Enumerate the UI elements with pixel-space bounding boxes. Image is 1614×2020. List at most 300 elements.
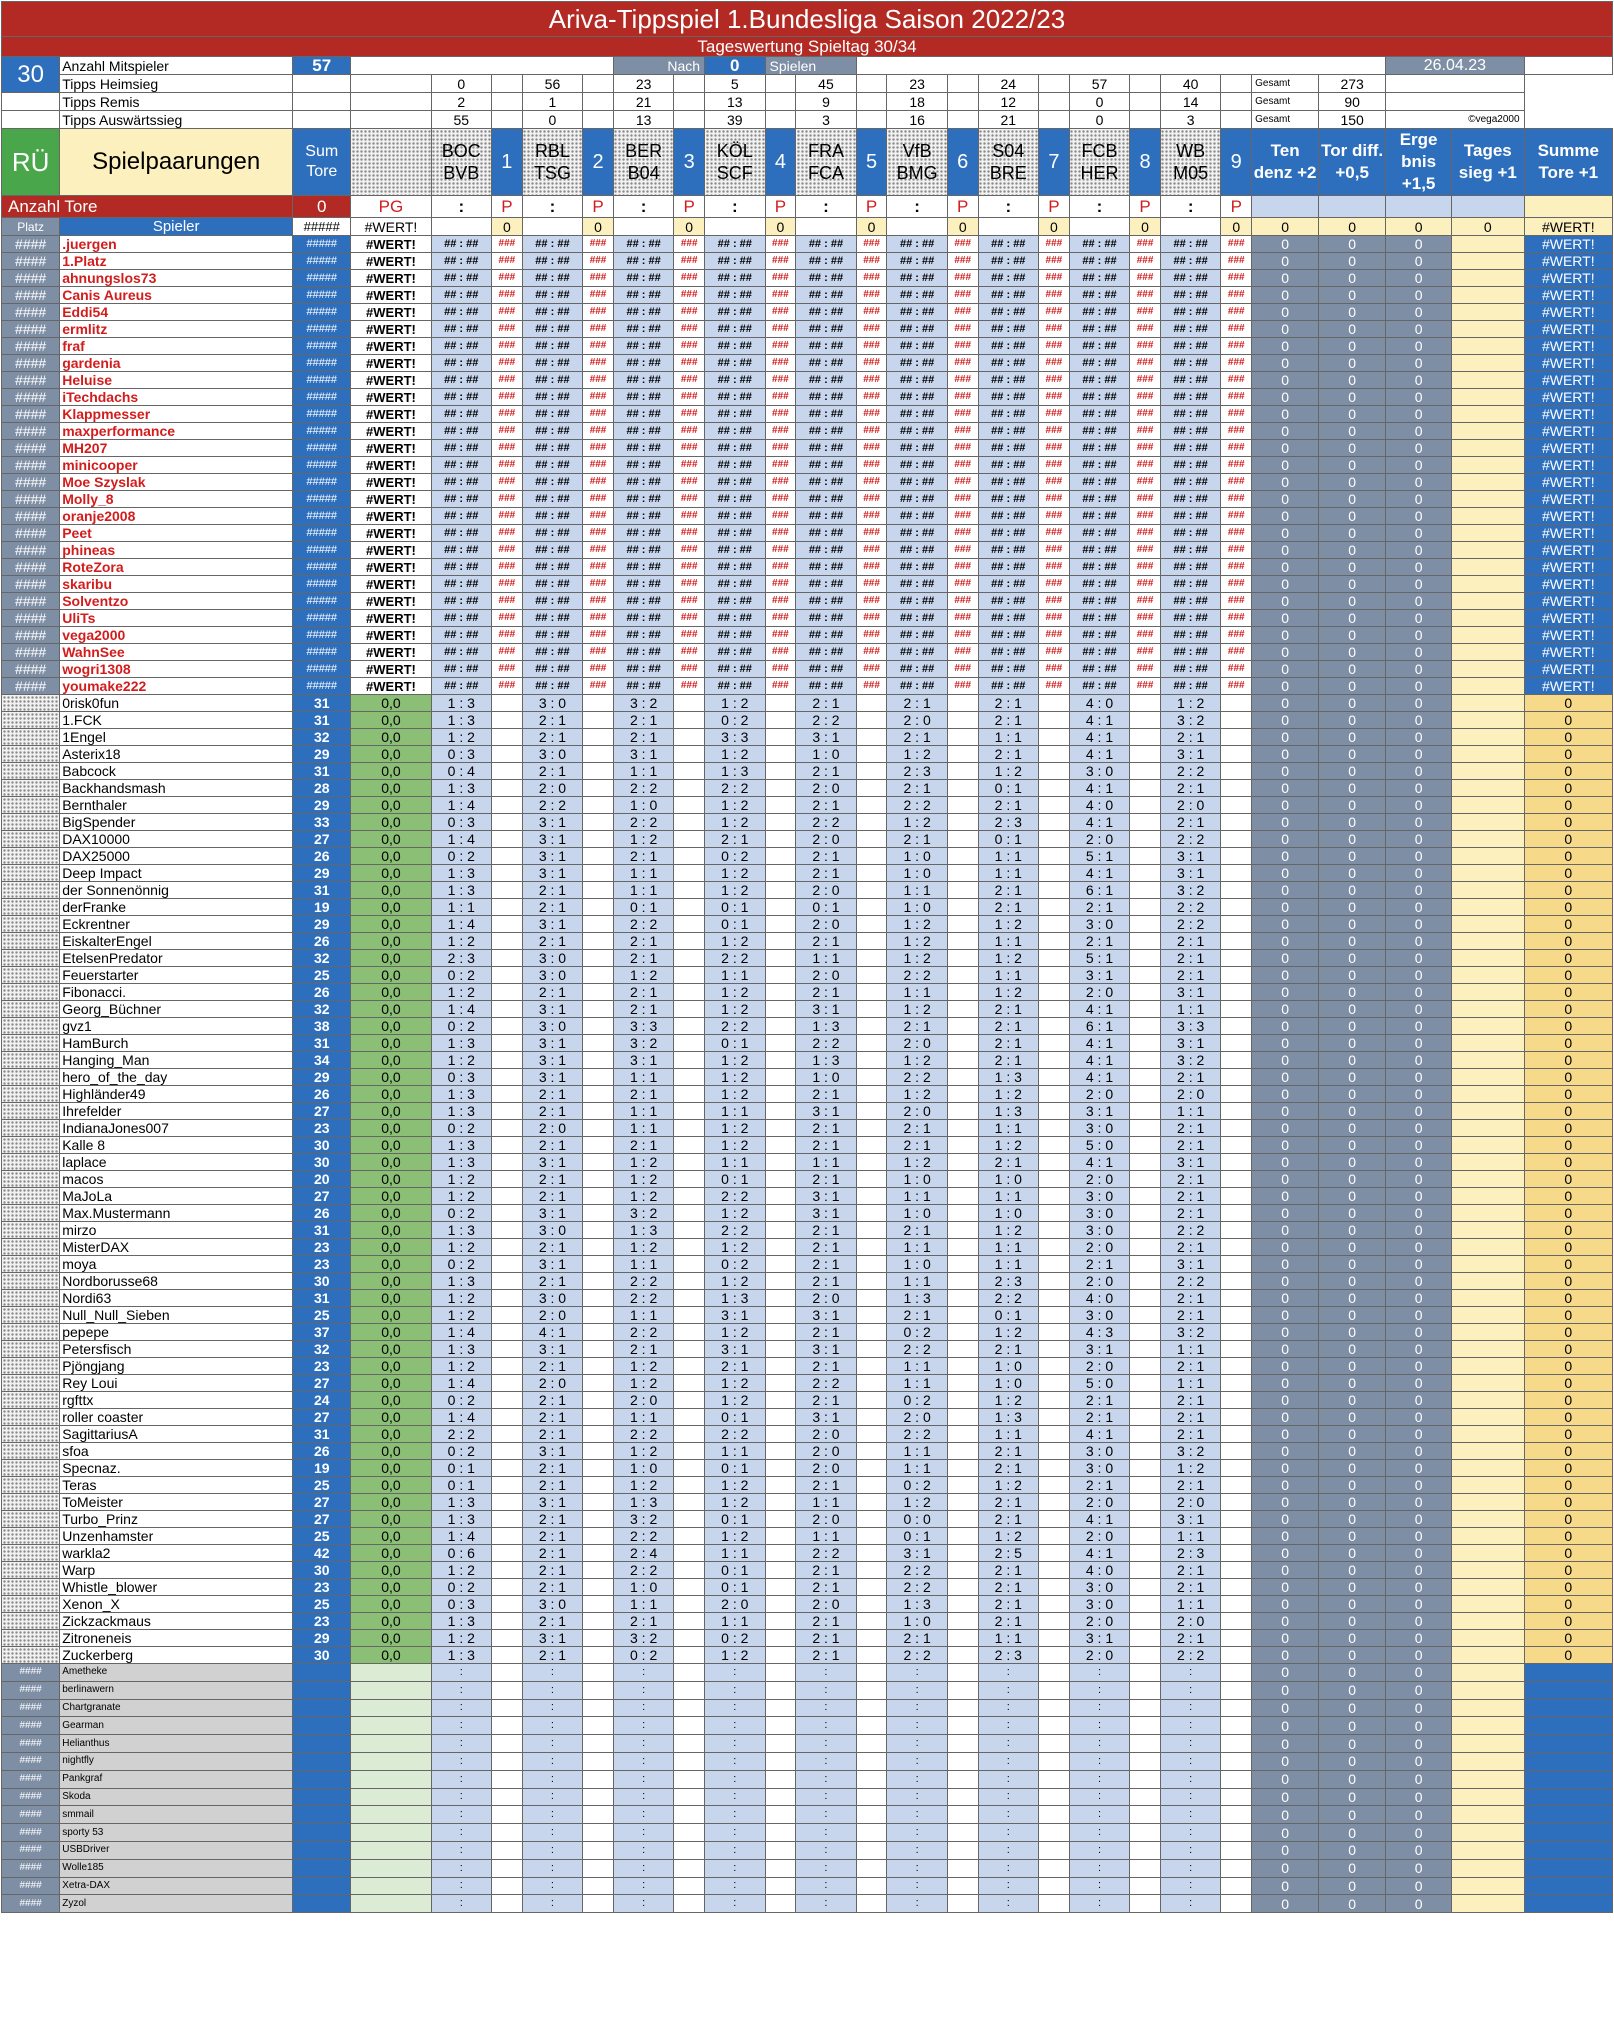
tipp-away: 0 bbox=[1105, 1375, 1114, 1391]
points bbox=[1039, 1069, 1070, 1086]
result-input[interactable]: : bbox=[1160, 196, 1220, 218]
points bbox=[1130, 1717, 1161, 1735]
sum: ##### bbox=[293, 440, 351, 457]
points bbox=[1039, 899, 1070, 916]
blank bbox=[1452, 1273, 1525, 1290]
tipp-away: ## bbox=[922, 373, 935, 386]
points bbox=[1039, 1086, 1070, 1103]
tipp-away: 1 bbox=[1014, 1018, 1022, 1034]
tipp-home: ## bbox=[1173, 424, 1186, 437]
tipp: ## : ## bbox=[613, 406, 673, 423]
points bbox=[856, 1545, 887, 1562]
tipp: 2 : 1 bbox=[887, 729, 947, 746]
tipp-home: 1 bbox=[903, 1596, 912, 1612]
score: 0 bbox=[1252, 780, 1319, 797]
p-label: P bbox=[491, 196, 522, 218]
score: 0 bbox=[1386, 423, 1452, 440]
tipp: 1 : 0 bbox=[978, 1205, 1038, 1222]
tipp-home: 1 bbox=[447, 1035, 456, 1051]
points bbox=[856, 1409, 887, 1426]
result-input[interactable]: : bbox=[522, 196, 582, 218]
points: ### bbox=[491, 508, 522, 525]
points bbox=[1039, 1392, 1070, 1409]
tipp-home: 4 bbox=[538, 1324, 547, 1340]
tipp: 2 : 1 bbox=[522, 712, 582, 729]
points: ### bbox=[947, 593, 978, 610]
tipp-away: 2 bbox=[1014, 984, 1022, 1000]
tipp-home: 0 bbox=[903, 1477, 912, 1493]
tipp: ## : ## bbox=[522, 644, 582, 661]
sum: 20 bbox=[293, 1171, 351, 1188]
sum-error: ##### bbox=[293, 218, 351, 236]
platz bbox=[2, 1137, 60, 1154]
tipp-away: 3 bbox=[1014, 814, 1022, 830]
tipp: : bbox=[705, 1699, 765, 1717]
summe bbox=[1524, 1752, 1612, 1770]
points bbox=[491, 1035, 522, 1052]
tipp-away: 1 bbox=[1105, 780, 1114, 796]
points bbox=[1221, 1443, 1252, 1460]
tipp-home: ## bbox=[626, 628, 639, 641]
tipp-count: 39 bbox=[705, 111, 765, 129]
tipp: 1 : 1 bbox=[887, 882, 947, 899]
tipp: 1 : 3 bbox=[613, 1222, 673, 1239]
tipp-home: ## bbox=[899, 662, 913, 675]
points bbox=[674, 1841, 705, 1859]
blank bbox=[1039, 111, 1070, 129]
tipp: ## : ## bbox=[522, 423, 582, 440]
tipp-away: ## bbox=[1195, 390, 1208, 403]
points: ### bbox=[947, 542, 978, 559]
points: ### bbox=[947, 355, 978, 372]
tipp-home: 2 bbox=[1177, 950, 1185, 966]
tipp-away: 1 bbox=[1105, 712, 1114, 728]
tipp-away: 2 bbox=[922, 814, 931, 830]
tipp-home: ## bbox=[808, 254, 822, 267]
tipp: 2 : 0 bbox=[887, 712, 947, 729]
tipp-home: 1 bbox=[447, 984, 456, 1000]
tipp-home: 1 bbox=[903, 1358, 912, 1374]
player-row bbox=[2, 1256, 1613, 1273]
tipp-away: 1 bbox=[1105, 1069, 1114, 1085]
zero: 0 bbox=[1252, 218, 1319, 236]
tipp-home: ## bbox=[717, 322, 730, 335]
tipp-away: 0 bbox=[831, 1460, 840, 1476]
score: 0 bbox=[1252, 1613, 1319, 1630]
tipp-away: ## bbox=[466, 543, 479, 556]
tipp-away: ## bbox=[830, 628, 844, 641]
result-input[interactable]: : bbox=[887, 196, 947, 218]
score: 0 bbox=[1252, 389, 1319, 406]
score: 0 bbox=[1386, 1154, 1452, 1171]
tipp: 2 : 1 bbox=[613, 1086, 673, 1103]
points bbox=[1039, 933, 1070, 950]
tipp-home: 1 bbox=[994, 1409, 1003, 1425]
tipp-away: 2 bbox=[467, 967, 475, 983]
tipp-home: 0 bbox=[447, 1205, 456, 1221]
points bbox=[947, 1613, 978, 1630]
sum: 30 bbox=[293, 1647, 351, 1664]
tipp-away: 1 bbox=[1014, 797, 1022, 813]
points bbox=[856, 1256, 887, 1273]
tipp-away: 1 bbox=[831, 1120, 840, 1136]
tipp-home: 2 bbox=[1177, 763, 1185, 779]
tipp-away: 3 bbox=[467, 1511, 475, 1527]
tipp: : bbox=[978, 1895, 1038, 1913]
points bbox=[947, 1154, 978, 1171]
points bbox=[765, 1307, 796, 1324]
tipp: ## : ## bbox=[431, 372, 491, 389]
tipp-home: 2 bbox=[538, 1460, 547, 1476]
tipp: : bbox=[613, 1699, 673, 1717]
tipp-away: ## bbox=[466, 594, 479, 607]
tipp-home: 2 bbox=[629, 1562, 638, 1578]
tipp-home: ## bbox=[1173, 509, 1186, 522]
score: 0 bbox=[1252, 253, 1319, 270]
points bbox=[583, 1426, 614, 1443]
score: 0 bbox=[1386, 797, 1452, 814]
tipp: 2 : 2 bbox=[1160, 1647, 1220, 1664]
tipp-home: 3 bbox=[1177, 865, 1185, 881]
tipp-home: 2 bbox=[538, 984, 547, 1000]
blank bbox=[1452, 933, 1525, 950]
points bbox=[1039, 1052, 1070, 1069]
tipp-home: ## bbox=[626, 407, 639, 420]
tipp: 1 : 3 bbox=[887, 1290, 947, 1307]
tipp-away: 1 bbox=[1196, 1579, 1205, 1595]
tipp: ## : ## bbox=[1160, 321, 1220, 338]
tipp-away: 1 bbox=[558, 1256, 567, 1272]
blank bbox=[613, 218, 673, 236]
points: ### bbox=[856, 474, 887, 491]
score: 0 bbox=[1252, 440, 1319, 457]
result-input[interactable]: : bbox=[613, 196, 673, 218]
tipp-home: 2 bbox=[812, 780, 821, 796]
tipp-home: 0 bbox=[447, 1579, 456, 1595]
tipp-home: 2 bbox=[812, 712, 821, 728]
tipp-home: 1 bbox=[903, 1205, 912, 1221]
player-name: iTechdachs bbox=[60, 389, 293, 406]
points bbox=[1130, 916, 1161, 933]
tipp-home: 1 bbox=[903, 1188, 912, 1204]
points bbox=[1039, 1681, 1070, 1699]
points bbox=[856, 1154, 887, 1171]
tipp-home: 2 bbox=[629, 1086, 638, 1102]
score: 0 bbox=[1386, 1052, 1452, 1069]
points bbox=[583, 1290, 614, 1307]
pg-error: #WERT! bbox=[351, 372, 431, 389]
tipp: 3 : 0 bbox=[1069, 1460, 1129, 1477]
inactive-row bbox=[2, 1681, 1613, 1699]
blank bbox=[1452, 406, 1525, 423]
tipp-away: ## bbox=[830, 271, 844, 284]
tipp-home: ## bbox=[1082, 373, 1095, 386]
platz bbox=[2, 1443, 60, 1460]
tipp-away: 2 bbox=[740, 1018, 749, 1034]
score: 0 bbox=[1252, 1664, 1319, 1682]
tipp-home: 1 bbox=[721, 1647, 729, 1663]
score: 0 bbox=[1386, 389, 1452, 406]
tipp-away: 1 bbox=[1014, 1579, 1022, 1595]
tipp-away: ## bbox=[830, 594, 844, 607]
pg: 0,0 bbox=[351, 1222, 431, 1239]
score: 0 bbox=[1319, 1717, 1386, 1735]
tipp-away: ## bbox=[1013, 475, 1026, 488]
tipp-away: 1 bbox=[649, 1137, 658, 1153]
sum: 32 bbox=[293, 1001, 351, 1018]
blank bbox=[1130, 93, 1161, 111]
tipp-home: 2 bbox=[994, 1035, 1003, 1051]
points bbox=[947, 1086, 978, 1103]
platz bbox=[2, 695, 60, 712]
tipp-home: 2 bbox=[994, 1562, 1003, 1578]
tipp-home: 1 bbox=[721, 933, 729, 949]
points bbox=[947, 1545, 978, 1562]
tipp: ## : ## bbox=[613, 627, 673, 644]
summe: #WERT! bbox=[1524, 270, 1612, 287]
score: 0 bbox=[1252, 814, 1319, 831]
score: 0 bbox=[1386, 1717, 1452, 1735]
points: ### bbox=[583, 270, 614, 287]
tipp-home: ## bbox=[1082, 645, 1095, 658]
tipp: 2 : 0 bbox=[796, 1443, 856, 1460]
tipp-home: ## bbox=[717, 237, 730, 250]
tipp-away: 0 bbox=[558, 1222, 567, 1238]
tipp: 3 : 1 bbox=[796, 1103, 856, 1120]
tipp-away: 1 bbox=[740, 899, 749, 915]
points: ### bbox=[583, 542, 614, 559]
tipp: 2 : 1 bbox=[613, 950, 673, 967]
tipp: 1 : 1 bbox=[978, 1120, 1038, 1137]
tipp-away: 2 bbox=[467, 1358, 475, 1374]
player-row bbox=[2, 1375, 1613, 1392]
sum: ##### bbox=[293, 321, 351, 338]
tipp: 1 : 1 bbox=[796, 950, 856, 967]
tipp: : bbox=[1160, 1681, 1220, 1699]
result-input[interactable]: : bbox=[705, 196, 765, 218]
blank bbox=[1452, 457, 1525, 474]
tipp: 2 : 2 bbox=[1160, 1222, 1220, 1239]
score: 0 bbox=[1252, 1681, 1319, 1699]
player-name: berlinawern bbox=[60, 1681, 293, 1699]
tipp: 3 : 1 bbox=[522, 814, 582, 831]
score: 0 bbox=[1386, 678, 1452, 695]
tipp: ## : ## bbox=[705, 253, 765, 270]
tipp-away: 4 bbox=[467, 831, 475, 847]
points bbox=[1221, 712, 1252, 729]
tipp: 2 : 1 bbox=[796, 1239, 856, 1256]
pg-error: #WERT! bbox=[351, 491, 431, 508]
tipp: 1 : 0 bbox=[887, 1256, 947, 1273]
points bbox=[491, 1171, 522, 1188]
sum: ##### bbox=[293, 508, 351, 525]
points bbox=[491, 1511, 522, 1528]
tipp-home: 1 bbox=[903, 1443, 912, 1459]
tipp-home: ## bbox=[1173, 254, 1186, 267]
tipp: 3 : 1 bbox=[522, 1035, 582, 1052]
points bbox=[947, 797, 978, 814]
tipp: 0 : 1 bbox=[431, 1477, 491, 1494]
points bbox=[583, 1375, 614, 1392]
tipp: 3 : 1 bbox=[1069, 967, 1129, 984]
points bbox=[583, 1735, 614, 1753]
tipp: ## : ## bbox=[1069, 236, 1129, 253]
tipp: 3 : 1 bbox=[1069, 1341, 1129, 1358]
tipp-home: ## bbox=[991, 237, 1004, 250]
tipp: 2 : 1 bbox=[978, 1154, 1038, 1171]
blank bbox=[1452, 1052, 1525, 1069]
points bbox=[1130, 933, 1161, 950]
tipp-home: ## bbox=[444, 356, 457, 369]
tipp-home: 2 bbox=[538, 729, 547, 745]
points bbox=[1221, 1018, 1252, 1035]
tipp: 2 : 1 bbox=[978, 899, 1038, 916]
tipp-away: 2 bbox=[1014, 950, 1022, 966]
tipp: ## : ## bbox=[887, 491, 947, 508]
tipp-home: ## bbox=[899, 441, 913, 454]
tipp-home: ## bbox=[991, 543, 1004, 556]
tipp-away: 1 bbox=[1105, 1477, 1114, 1493]
tipp: : bbox=[978, 1735, 1038, 1753]
player-name: der Sonnenönnig bbox=[60, 882, 293, 899]
tipp: 3 : 0 bbox=[522, 950, 582, 967]
score: 0 bbox=[1386, 1562, 1452, 1579]
points bbox=[765, 1256, 796, 1273]
points bbox=[947, 1120, 978, 1137]
pg: 0,0 bbox=[351, 865, 431, 882]
tipp: ## : ## bbox=[978, 508, 1038, 525]
tipp-away: ## bbox=[1013, 407, 1026, 420]
game-number: 8 bbox=[1130, 129, 1161, 196]
tipp-away: ## bbox=[466, 611, 479, 624]
tipp-home: ## bbox=[535, 288, 548, 301]
tipp-home: 2 bbox=[994, 746, 1003, 762]
score: 0 bbox=[1252, 695, 1319, 712]
platz: #### bbox=[2, 593, 60, 610]
tipp: ## : ## bbox=[1069, 644, 1129, 661]
pg: 0,0 bbox=[351, 1205, 431, 1222]
tipp-away: 1 bbox=[1014, 1596, 1022, 1612]
score: 0 bbox=[1386, 457, 1452, 474]
points bbox=[674, 797, 705, 814]
tipp-away: ## bbox=[922, 254, 935, 267]
tipp-away: ## bbox=[739, 679, 752, 692]
result-input[interactable]: : bbox=[1069, 196, 1129, 218]
blank bbox=[1452, 525, 1525, 542]
tipp-home: 3 bbox=[538, 1154, 547, 1170]
tipp-away: ## bbox=[830, 237, 844, 250]
points bbox=[856, 1137, 887, 1154]
result-input[interactable]: : bbox=[796, 196, 856, 218]
tipp: 1 : 1 bbox=[613, 1120, 673, 1137]
away-team: BMG bbox=[896, 163, 938, 183]
tipp: ## : ## bbox=[522, 287, 582, 304]
points bbox=[491, 865, 522, 882]
points bbox=[1221, 1239, 1252, 1256]
result-input[interactable]: : bbox=[431, 196, 491, 218]
tipp-home: ## bbox=[1082, 424, 1095, 437]
platz bbox=[2, 1290, 60, 1307]
result-input[interactable]: : bbox=[978, 196, 1038, 218]
points bbox=[1039, 984, 1070, 1001]
away-team: HER bbox=[1080, 163, 1119, 183]
blank bbox=[583, 111, 614, 129]
tipp: ## : ## bbox=[887, 610, 947, 627]
tipp-away: ## bbox=[1104, 288, 1117, 301]
points bbox=[1130, 882, 1161, 899]
summe: #WERT! bbox=[1524, 627, 1612, 644]
score: 0 bbox=[1252, 1545, 1319, 1562]
blank bbox=[1524, 196, 1612, 218]
points bbox=[583, 1103, 614, 1120]
tipp: : bbox=[978, 1788, 1038, 1806]
points: ### bbox=[1130, 406, 1161, 423]
tipp-home: ## bbox=[1173, 407, 1186, 420]
tipp: 2 : 1 bbox=[1160, 1137, 1220, 1154]
sum: 34 bbox=[293, 1052, 351, 1069]
tipp: ## : ## bbox=[705, 559, 765, 576]
tipp: 3 : 1 bbox=[1160, 746, 1220, 763]
tipp: 2 : 1 bbox=[522, 1562, 582, 1579]
points: ### bbox=[1221, 338, 1252, 355]
tipp-home: ## bbox=[444, 424, 457, 437]
tipp-home: 2 bbox=[538, 882, 547, 898]
tipp: 2 : 2 bbox=[887, 1069, 947, 1086]
tipp-home: ## bbox=[535, 424, 548, 437]
tipp-away: 1 bbox=[1196, 984, 1205, 1000]
points: ### bbox=[1130, 338, 1161, 355]
tipp: : bbox=[1069, 1859, 1129, 1877]
points: ### bbox=[583, 644, 614, 661]
tipp-home: 0 bbox=[447, 814, 456, 830]
tipp: 2 : 2 bbox=[705, 780, 765, 797]
score: 0 bbox=[1319, 1154, 1386, 1171]
tipp: : bbox=[887, 1841, 947, 1859]
tipp: ## : ## bbox=[1069, 355, 1129, 372]
points bbox=[1221, 984, 1252, 1001]
points bbox=[674, 1877, 705, 1895]
tipp: 1 : 1 bbox=[613, 1103, 673, 1120]
tipp-home: 2 bbox=[1177, 831, 1185, 847]
sum: 26 bbox=[293, 933, 351, 950]
tipp-home: 2 bbox=[1177, 1409, 1185, 1425]
tipp-home: 2 bbox=[994, 1545, 1003, 1561]
pg: 0,0 bbox=[351, 831, 431, 848]
points: ### bbox=[765, 287, 796, 304]
tipp-home: ## bbox=[1082, 526, 1095, 539]
sum: 27 bbox=[293, 1511, 351, 1528]
tipp-away: ## bbox=[1195, 492, 1208, 505]
tipp: 0 : 1 bbox=[978, 780, 1038, 797]
tipp-home: 2 bbox=[903, 1120, 912, 1136]
tipp: 1 : 2 bbox=[705, 1001, 765, 1018]
blank bbox=[796, 218, 856, 236]
tipp: 2 : 1 bbox=[796, 1579, 856, 1596]
tipp: 1 : 2 bbox=[978, 1528, 1038, 1545]
points bbox=[856, 984, 887, 1001]
tipp-home: 1 bbox=[903, 1375, 912, 1391]
summe: 0 bbox=[1524, 1205, 1612, 1222]
player-name: Zuckerberg bbox=[60, 1647, 293, 1664]
tipp-away: 2 bbox=[922, 746, 931, 762]
tipp-home: 1 bbox=[629, 1256, 638, 1272]
tipp: 1 : 1 bbox=[978, 1188, 1038, 1205]
tipp: ## : ## bbox=[1160, 253, 1220, 270]
sum: ##### bbox=[293, 372, 351, 389]
tipp-home: 2 bbox=[812, 1545, 821, 1561]
tipp-home: 2 bbox=[903, 1562, 912, 1578]
tipp-home: ## bbox=[626, 237, 639, 250]
